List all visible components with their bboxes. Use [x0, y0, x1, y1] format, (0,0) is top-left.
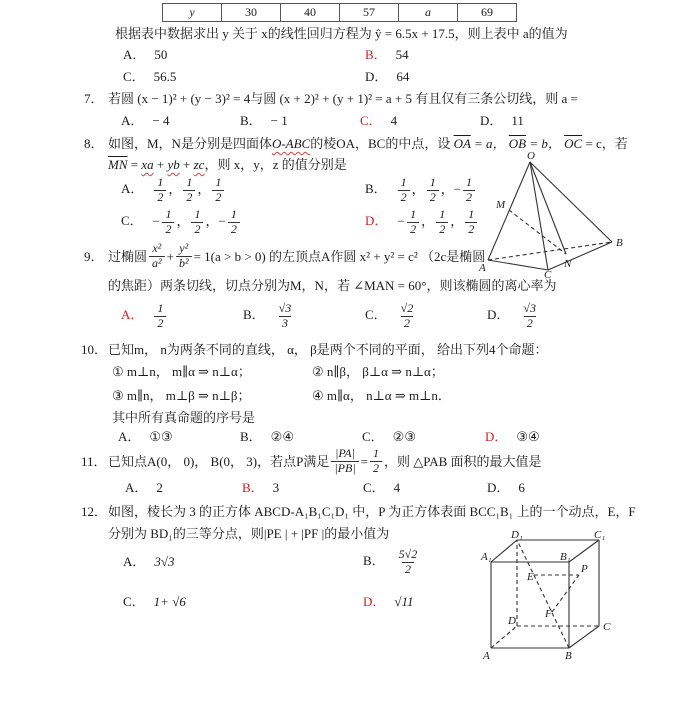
option-label: C． [362, 429, 384, 444]
fraction: $\frac{1}{2}$ [191, 208, 203, 237]
separator: ， [421, 213, 435, 229]
fraction: $\frac{|PA|}{|PB|}$ [331, 447, 358, 476]
vertex-label-A: A [483, 650, 490, 660]
q12-option-b [363, 548, 422, 577]
q11-option-a [125, 479, 163, 496]
vector-ob: $\overline{OB}$ [508, 136, 527, 151]
q9-option-b [243, 302, 296, 331]
q12-stem-line1: 如图，棱长为 3 的正方体 ABCD-A₁B₁C₁D₁ 中，P 为正方体表面 BCC₁B₁ 上的一个动点，E，F [108, 504, 636, 519]
vector-oa: $\overline{OA}$ [453, 136, 471, 151]
fraction: $\frac{1}{2}$ [398, 176, 410, 205]
fraction: $\frac{1}{2}$ [436, 208, 448, 237]
q8-option-b [365, 176, 477, 205]
q10-option-a [118, 428, 173, 445]
option-value: ③④ [516, 429, 540, 444]
fraction: $\frac{1}{2}$ [162, 208, 174, 237]
option-label: A． [121, 113, 144, 128]
sign: − [396, 213, 406, 229]
vertex-label-O: O [527, 150, 535, 162]
option-label: A． [123, 47, 146, 62]
option-value: 56.5 [153, 69, 177, 84]
table-cell: 30 [222, 4, 281, 22]
q8-option-d [365, 208, 479, 237]
option-value: 11 [511, 113, 524, 128]
option-label: A． [118, 429, 141, 444]
stem-text: + [179, 157, 194, 172]
q11-option-d [487, 479, 525, 496]
sign: − [151, 213, 161, 229]
q12-option-a [123, 553, 175, 570]
separator: ， [168, 181, 182, 197]
fraction: $\frac{1}{2}$ [154, 302, 166, 331]
stem-text: = [127, 157, 142, 172]
stem-text: ，则 x，y，z 的值分别是 [204, 157, 347, 172]
point-label-E: E [527, 571, 534, 583]
option-value: 3 [272, 480, 280, 495]
option-value: 50 [154, 47, 168, 62]
term-yb: yb [167, 157, 180, 172]
option-value: 64 [396, 69, 410, 84]
stem-text: = 1(a > b > 0) 的左顶点A作圆 x² + y² = c² （2c是椭圆 [193, 248, 486, 264]
tetrahedron-figure [477, 150, 645, 278]
fraction: $\frac{1}{2}$ [465, 208, 477, 237]
q9-option-a [121, 302, 168, 331]
option-label: A． [121, 181, 144, 197]
option-label-answer: C． [360, 113, 382, 128]
q7-option-b [240, 112, 288, 129]
option-value: 6 [518, 480, 525, 495]
option-label: C． [365, 307, 387, 323]
option-label: C． [363, 480, 385, 495]
vertex-label-D: D [508, 615, 516, 627]
option-label: B． [243, 307, 265, 323]
option-label: C． [123, 69, 145, 84]
option-label: D． [487, 480, 510, 495]
option-value: 3√3 [154, 554, 175, 569]
q10-stem: 已知m， n为两条不同的直线， α， β是两个不同的平面， 给出下列4个命题： [108, 342, 548, 357]
q12-stem-line2: 分别为 BD₁的三等分点，则|PE | + |PF |的最小值为 [108, 526, 390, 541]
vertex-label-N: N [564, 258, 572, 270]
q6-stem: 根据表中数据求出 y 关于 x的线性回归方程为 ŷ = 6.5x + 17.5，则上表中 a的值为 [115, 26, 568, 41]
separator: ，− [205, 213, 226, 229]
table-cell-a: a [399, 4, 458, 22]
q9-option-d [487, 302, 541, 331]
vertex-label-A: A [479, 262, 486, 274]
option-value: 4 [390, 113, 398, 128]
fraction: $\frac{1}{2}$ [370, 447, 382, 476]
fraction: $\frac{1}{2}$ [212, 176, 224, 205]
table-cell: 57 [340, 4, 399, 22]
option-label-answer: B． [242, 480, 264, 495]
stem-text: ，则 △PAB 面积的最大值是 [383, 453, 542, 469]
stem-text: 如图，M，N是分别是四面体 [108, 136, 272, 151]
q9-option-c [365, 302, 418, 331]
q10-subquestion: 其中所有真命题的序号是 [112, 410, 256, 425]
data-table [162, 3, 517, 22]
q7-option-a [121, 112, 169, 129]
stem-text: 过椭圆 [108, 248, 148, 264]
q9-number: 9． [84, 249, 104, 264]
q10-prop-3: ③ m∥n， m⊥β ⇒ n⊥β； [112, 388, 251, 403]
option-label: C． [121, 213, 143, 229]
vector-mn: $\overline{MN}$ [108, 157, 128, 172]
option-label-answer: D． [363, 594, 386, 609]
fraction: $\frac{1}{2}$ [407, 208, 419, 237]
vertex-label-D1: D₁ [511, 529, 523, 541]
q12-option-d [363, 593, 414, 610]
q8-option-c [121, 208, 242, 237]
q7-number: 7． [84, 91, 104, 106]
option-value: 54 [395, 47, 409, 62]
fraction: $\frac{5√2}{2}$ [398, 547, 418, 576]
q10-prop-4: ④ m∥α， n⊥α ⇒ m⊥n． [312, 388, 451, 403]
q11-option-c [363, 479, 400, 496]
fraction: $\frac{1}{2}$ [183, 176, 195, 205]
vertex-label-C: C [603, 621, 611, 633]
term-xa: xa [141, 157, 154, 172]
separator: ， [176, 213, 190, 229]
option-value: 2 [156, 480, 163, 495]
q6-option-c [123, 68, 176, 85]
option-label: C． [123, 594, 145, 609]
stem-text: = a， [470, 136, 509, 151]
stem-text: = c，若 [582, 136, 628, 151]
option-label: A． [123, 554, 146, 569]
vertex-label-A1: A₁ [481, 551, 492, 563]
option-label-answer: D． [365, 213, 388, 229]
q10-option-c [362, 428, 416, 445]
option-value: − 4 [152, 113, 170, 128]
option-value: 1+ √6 [153, 594, 186, 609]
fraction: $\frac{√3}{3}$ [278, 301, 292, 330]
cube-figure [477, 528, 629, 660]
option-label: D． [365, 69, 388, 84]
option-label: D． [480, 113, 503, 128]
vertex-label-C: C [544, 269, 552, 278]
table-cell-y: y [163, 4, 222, 22]
option-label-answer: B． [365, 47, 387, 62]
fraction: $\frac{√3}{2}$ [523, 301, 536, 330]
option-value: √11 [394, 594, 414, 609]
option-label: B． [240, 429, 262, 444]
table-cell: 40 [281, 4, 340, 22]
separator: ，− [440, 181, 462, 197]
q10-option-d [485, 428, 540, 445]
q10-prop-2: ② n∥β， β⊥α ⇒ n⊥α； [312, 364, 444, 379]
stem-text: + [153, 157, 168, 172]
q11-option-b [242, 479, 279, 496]
term-zc: zc [193, 157, 205, 172]
q9-stem-line1 [108, 241, 485, 271]
fraction: $\frac{\text{x²}}{\text{a²}}$ [149, 242, 165, 271]
fraction: $\frac{1}{2}$ [427, 176, 439, 205]
vector-oc: $\overline{OC}$ [564, 136, 583, 151]
option-value: ②③ [392, 429, 416, 444]
option-label-answer: A． [121, 307, 144, 323]
option-value: ①③ [149, 429, 173, 444]
q10-number: 10． [81, 342, 108, 357]
option-label: B． [365, 181, 387, 197]
q8-stem-line2 [108, 156, 347, 173]
vertex-label-B: B [616, 237, 623, 249]
vertex-label-C1: C₁ [594, 529, 606, 541]
fraction: $\frac{√2}{2}$ [400, 301, 414, 330]
option-value: 4 [393, 480, 401, 495]
stem-text: = [360, 453, 368, 469]
option-label: D． [487, 307, 510, 323]
table-cell: 69 [458, 4, 517, 22]
q10-option-b [240, 428, 294, 445]
q12-option-c [123, 593, 186, 610]
vertex-label-B1: B₁ [560, 551, 571, 563]
fraction: $\frac{1}{2}$ [463, 176, 475, 205]
q6-option-d [365, 68, 409, 85]
vertex-label-B: B [565, 650, 572, 660]
stem-text: 已知点A(0， 0)， B(0， 3)，若点P满足 [108, 453, 330, 469]
option-label: A． [125, 480, 148, 495]
option-value: − 1 [270, 113, 288, 128]
q7-option-c [360, 112, 397, 129]
q6-option-a [123, 46, 167, 63]
point-label-F: F [545, 608, 552, 620]
q8-option-a [121, 176, 226, 205]
point-label-P: P [581, 563, 588, 575]
q12-number: 12． [81, 504, 108, 519]
separator: ， [450, 213, 464, 229]
option-label: B． [240, 113, 262, 128]
option-label-answer: D． [485, 429, 508, 444]
vertex-label-M: M [496, 199, 506, 211]
q6-option-b [365, 46, 409, 63]
q10-prop-1: ① m⊥n， m∥α ⇒ n⊥α； [112, 364, 251, 379]
fraction: $\frac{1}{2}$ [154, 176, 166, 205]
q7-option-d [480, 112, 524, 129]
stem-text: 的棱OA，BC的中点，设 [310, 136, 454, 151]
q8-number: 8． [84, 136, 104, 151]
q11-number: 11． [81, 454, 107, 469]
table-row [163, 4, 517, 22]
option-label: B． [363, 553, 385, 569]
fraction: $\frac{1}{2}$ [228, 208, 240, 237]
stem-text: = b， [526, 136, 565, 151]
stem-text: + [166, 248, 174, 264]
q9-stem-line2: 的焦距）两条切线，切点分别为M，N，若 ∠MAN = 60°，则该椭圆的离心率为 [108, 278, 557, 293]
q7-stem: 若圆 (x − 1)² + (y − 3)² = 4与圆 (x + 2)² + (y + 1)² = a + 5 有且仅有三条公切线，则 a = [108, 91, 578, 106]
stem-text-flagged: O-ABC [271, 136, 311, 151]
q11-stem [108, 446, 542, 476]
option-value: ②④ [270, 429, 294, 444]
separator: ， [411, 181, 425, 197]
fraction: $\frac{\text{y²}}{\text{b²}}$ [176, 242, 192, 271]
separator: ， [197, 181, 211, 197]
